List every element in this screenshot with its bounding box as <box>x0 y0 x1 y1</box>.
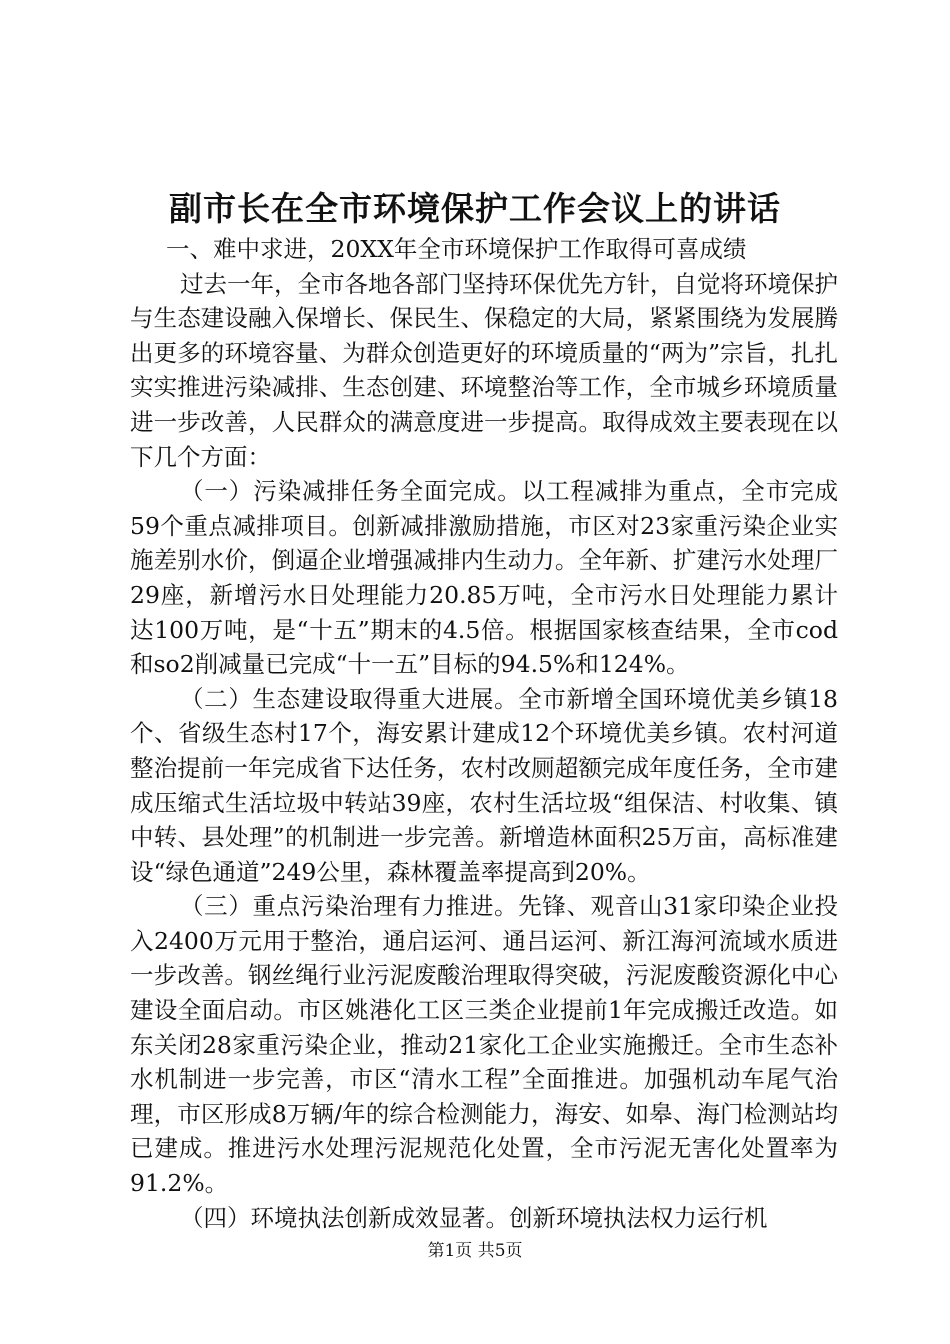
paragraph-enforcement: （四）环境执法创新成效显著。创新环境执法权力运行机 <box>180 1203 768 1232</box>
page-footer: 第1页 共5页 <box>427 1241 523 1261</box>
paragraph-intro: 过去一年，全市各地各部门坚持环保优先方针，自觉将环境保护与生态建设融入保增长、保民生、保稳定的大局，紧紧围绕为发展腾出更多的环境容量、为群众创造更好的环境质量的“两为”宗旨，扎扎实实推进污染减排、生态创建、环境整治等工作，全市城乡环境质量进一步改善，人民群众的满意度进一步提高。取得成效主要表现在以下几个方面： <box>130 269 838 471</box>
paragraph-pollution-control: （三）重点污染治理有力推进。先锋、观音山31家印染企业投入2400万元用于整治，通启运河、通吕运河、新江海河流域水质进一步改善。钢丝绳行业污泥废酸治理取得突破，污泥废酸资源化中心建设全面启动。市区姚港化工区三类企业提前1年完成搬迁改造。如东关闭28家重污染企业，推动21家化工企业实施搬迁。全市生态补水机制进一步完善，市区“清水工程”全面推进。加强机动车尾气治理，市区形成8万辆/年的综合检测能力，海安、如皋、海门检测站均已建成。推进污水处理污泥规范化处置，全市污泥无害化处置率为91.2%。 <box>130 892 838 1198</box>
document-title: 副市长在全市环境保护工作会议上的讲话 <box>169 189 781 228</box>
paragraph-emission-reduction: （一）污染减排任务全面完成。以工程减排为重点，全市完成59个重点减排项目。创新减排激励措施，市区对23家重污染企业实施差别水价，倒逼企业增强减排内生动力。全年新、扩建污水处理厂29座，新增污水日处理能力20.85万吨，全市污水日处理能力累计达100万吨，是“十五”期末的4.5倍。根据国家核查结果，全市cod和so2削减量已完成“十一五”目标的94.5%和124%。 <box>130 477 838 679</box>
document-body <box>130 232 838 1235</box>
section-heading: 一、难中求进，20XX年全市环境保护工作取得可喜成绩 <box>166 235 747 263</box>
paragraph-ecological-construction: （二）生态建设取得重大进展。全市新增全国环境优美乡镇18个、省级生态村17个，海安累计建成12个环境优美乡镇。农村河道整治提前一年完成省下达任务，农村改厕超额完成年度任务，全市建成压缩式生活垃圾中转站39座，农村生活垃圾“组保洁、村收集、镇中转、县处理”的机制进一步完善。新增造林面积25万亩，高标准建设“绿色通道”249公里，森林覆盖率提高到20%。 <box>130 684 838 886</box>
